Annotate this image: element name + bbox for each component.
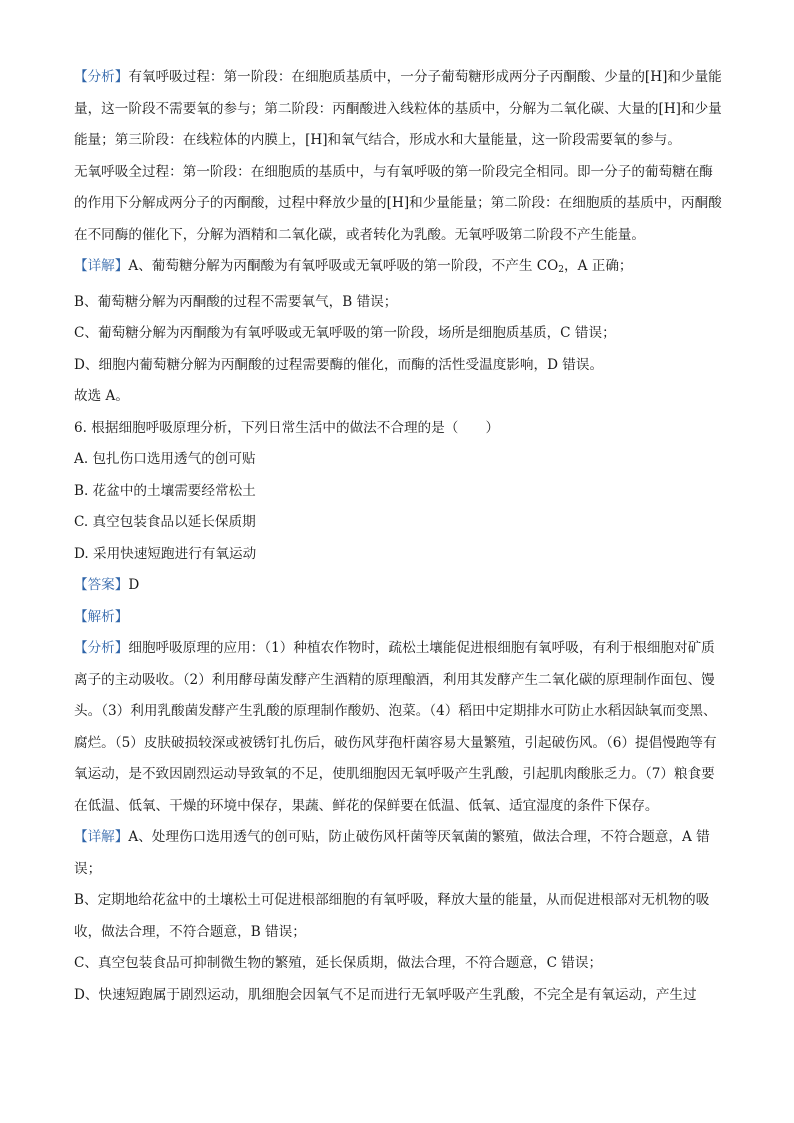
- analysis-label: 【分析】: [74, 69, 129, 85]
- q6-stem: 6. 根据细胞呼吸原理分析，下列日常生活中的做法不合理的是（ ）: [74, 419, 500, 436]
- analysis-text: 细胞呼吸原理的应用：（1）种植农作物时，疏松土壤能促进根细胞有氧呼吸，有利于根细胞对矿质离子的主动吸收。（2）利用酵母菌发酵产生酒精的原理酿酒，利用其发酵产生二氧化碳的原理制作面包、馒头。（3）利用乳酸菌发酵产生乳酸的原理制作酸奶、泡菜。（4）稻田中定期排水可防止水稻因缺氧而变黑、腐烂。（5）皮肤破损较深或被锈钉扎伤后，破伤风芽孢杆菌容易大量繁殖，引起破伤风。（6）提倡慢跑等有氧运动，是不致因剧烈运动导致氧的不足，使肌细胞因无氧呼吸产生乳酸，引起肌肉酸胀乏力。（7）粮食要在低温、低氧、干燥的环境中保存，果蔬、鲜花的保鲜要在低温、低氧、适宜湿度的条件下保存。: [74, 640, 717, 814]
- q5-detail-b: B、葡萄糖分解为丙酮酸的过程不需要氧气，B 错误；: [74, 293, 398, 310]
- detail-a-text: A、处理伤口选用透气的创可贴，防止破伤风杆菌等厌氧菌的繁殖，做法合理，不符合题意，A 错误；: [74, 829, 710, 877]
- q5-detail-a: [74, 251, 724, 287]
- q5-detail-c: C、葡萄糖分解为丙酮酸为有氧呼吸或无氧呼吸的第一阶段，场所是细胞质基质，C 错误；: [74, 325, 616, 341]
- q6-detail-a: [74, 822, 724, 885]
- q6-detail-c: C、真空包装食品可抑制微生物的繁殖，延长保质期，做法合理，不符合题意，C 错误；: [74, 955, 603, 971]
- q6-option-a: A. 包扎伤口选用透气的创可贴: [74, 451, 256, 467]
- detail-a-pre: A、葡萄糖分解为丙酮酸为有氧呼吸或无氧呼吸的第一阶段，不产生 CO: [128, 258, 559, 274]
- analysis-label: 【分析】: [74, 640, 129, 656]
- detail-a-post: ，A 正确；: [564, 258, 633, 274]
- q6-answer: [74, 570, 724, 602]
- detail-label: 【详解】: [74, 258, 129, 274]
- analysis-text: 有氧呼吸过程：第一阶段：在细胞质基质中，一分子葡萄糖形成两分子丙酮酸、少量的[H]和少量能量，这一阶段不需要氧的参与；第二阶段：丙酮酸进入线粒体的基质中，分解为二氧化碳、大量的[H]和少量能量；第三阶段：在线粒体的内膜上，[H]和氧气结合，形成水和大量能量，这一阶段需要氧的参与。: [74, 69, 722, 148]
- q6-detail-b: B、定期地给花盆中的土壤松土可促进根部细胞的有氧呼吸，释放大量的能量，从而促进根部对无机物的吸收，做法合理，不符合题意，B 错误；: [74, 892, 710, 940]
- answer-label: 【答案】: [74, 577, 129, 593]
- q6-option-b: B. 花盆中的土壤需要经常松土: [74, 482, 256, 499]
- q6-detail-d: D、快速短跑属于剧烈运动，肌细胞会因氧气不足而进行无氧呼吸产生乳酸，不完全是有氧运动，产生过: [74, 986, 697, 1003]
- q6-option-c: C. 真空包装食品以延长保质期: [74, 514, 256, 530]
- q6-jiexi-label: 【解析】: [74, 608, 129, 625]
- q6-analysis-paragraph: [74, 633, 724, 822]
- q5-analysis-paragraph: [74, 62, 724, 157]
- document-page: [74, 62, 724, 1011]
- answer-value: D: [128, 577, 140, 593]
- detail-a-sub: 2: [558, 265, 565, 275]
- q6-option-d: D. 采用快速短跑进行有氧运动: [74, 545, 257, 562]
- q5-analysis-paragraph-2: 无氧呼吸全过程：第一阶段：在细胞质的基质中，与有氧呼吸的第一阶段完全相同。即一分子的葡萄糖在酶的作用下分解成两分子的丙酮酸，过程中释放少量的[H]和少量能量；第二阶段：在细胞质的基质中，丙酮酸在不同酶的催化下，分解为酒精和二氧化碳，或者转化为乳酸。无氧呼吸第二阶段不产生能量。: [74, 163, 722, 243]
- detail-label: 【详解】: [74, 829, 129, 845]
- q5-detail-d: D、细胞内葡萄糖分解为丙酮酸的过程需要酶的催化，而酶的活性受温度影响，D 错误。: [74, 356, 604, 373]
- q5-choose: 故选 A。: [74, 388, 129, 404]
